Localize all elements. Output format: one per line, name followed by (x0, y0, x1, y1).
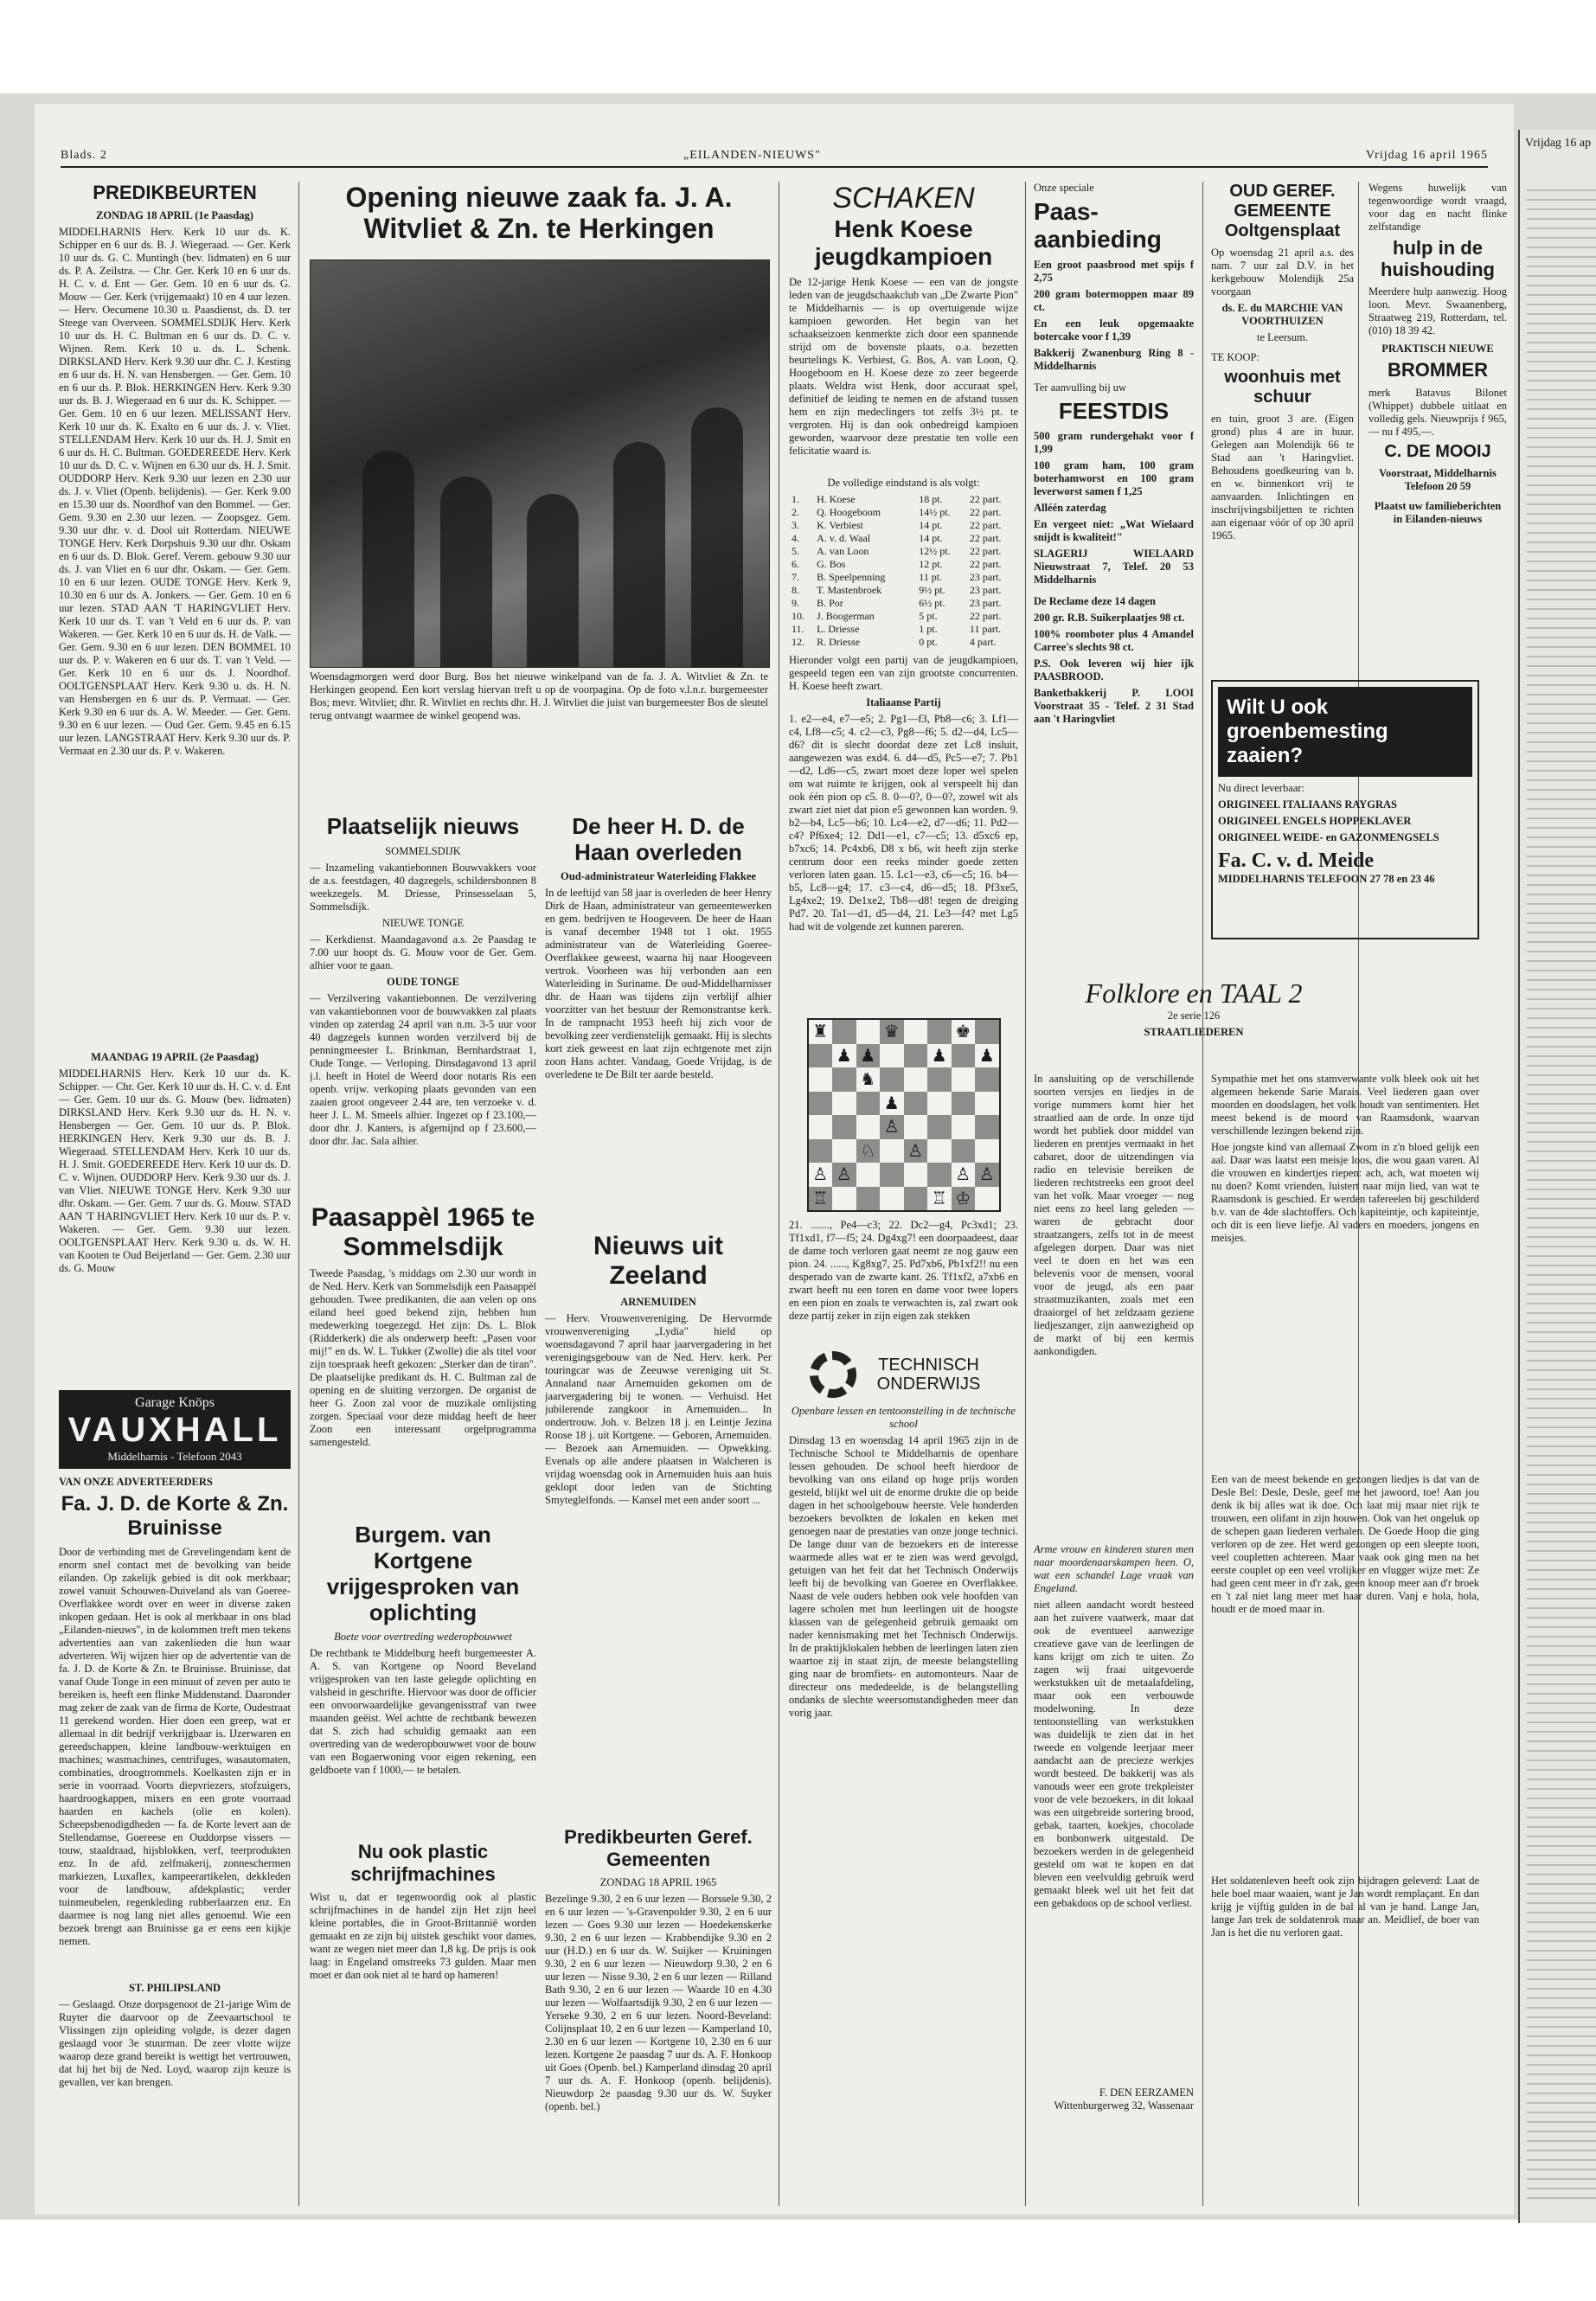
standings-row (789, 506, 1018, 519)
folklore-signature: F. DEN EERZAMEN Wittenburgerweg 32, Wassenaar (1054, 2086, 1194, 2112)
column-predikbeurten (59, 182, 291, 2206)
standings-cell: 11 pt. (919, 571, 943, 583)
local-sub-sommelsdijk: SOMMELSDIJK (385, 845, 461, 857)
standings-cell: 23 part. (969, 584, 1002, 596)
chess-diagram (807, 1018, 1001, 1212)
chess-square: ♙ (904, 1139, 928, 1163)
standings-row (789, 558, 1018, 571)
folklore-right-1: Sympathie met het ons stamverwante volk bleek ook uit het algemeen bekende Sarie Marais. Veel liederen gaan over moorden en doodslagen, het volk houdt van sentimenten. Het meest bekend is de moord van Raamsdonk, waarvan verschillende lezingen bekend zijn. (1211, 1073, 1479, 1137)
standings-cell: A. van Loon (817, 545, 869, 557)
chess-title: Henk Koese jeugdkampioen (814, 215, 993, 270)
standings-cell: 9½ pt. (919, 584, 945, 596)
chess-text-2: Hieronder volgt een partij van de jeugdkampioen, gespeeld tegen een van zijn grootste concurrenten. H. Koese heeft zwart. (789, 654, 1018, 692)
chess-square (832, 1139, 856, 1163)
zeeland-subtitle: ARNEMUIDEN (620, 1296, 696, 1308)
ad-line: Bakkerij Zwanenburg Ring 8 - Middelharnis (1034, 347, 1194, 372)
ooltgen-title: OUD GEREF. GEMEENTE Ooltgensplaat (1224, 182, 1341, 240)
standings-cell: J. Boogerman (817, 610, 875, 622)
geref-text: Bezelinge 9.30, 2 en 6 uur lezen — Borssele 9.30, 2 en 6 uur lezen — 's-Gravenpolder 9.30, 2 en 6 uur lezen — Goes 9.30 uur lezen — Hoedekenskerke 9.30, 2 en 6 uur lezen — Krabbendijke 9.30 en 2 uur (H.D.) en 6 uur ds. W. Suijker — Kruiningen 9.30, 2 en 6 uur lezen — Nieuwdorp 9.30, 2 en 6 uur lezen — Nisse 9.30, 2 en 6 uur lezen — Rilland Bath 9.30, 2 en 6 uur lezen — Waarde 10 en 4.30 uur lezen — Wolfaartsdijk 9.30, 2 en 6 uur lezen — Yerseke 9.30, 2 en 6 uur lezen. Noord-Beveland: Colijnsplaat 10, 2 en 6 uur lezen — Kamperland 10, 2.30 en 6 uur lezen — Kortgene 10, 2.30 en 6 uur lezen. Kortgene 2e paasdag 7 uur ds. A. F. Honkoop uit Goes (Openb. bel.) Kamperland dinsdag 20 april 7 uur ds. A. F. Honkoop (openb. belijdenis). Nieuwdorp 2e paasdag 9.30 uur ds. W. Suyker (openb. bel.) (545, 1893, 772, 2112)
standings-row (789, 610, 1018, 623)
ad-line: Banketbakkerij P. LOOI Voorstraat 35 - Telef. 2 31 Stad aan 't Haringvliet (1034, 687, 1194, 725)
kortgene-text: De rechtbank te Middelburg heeft burgemeester A. A. S. van Kortgene op Noord Beveland vrijgesproken van ten laste gelegde oplichting en valsheid in geschrifte. Hiervoor was door de officier een onvoorwaardelijke gevangenisstraf van twee maanden geëist. Wel achtte de rechtbank bewezen dat S. zich had schuldig gemaakt aan een overtreding van de wederopbouwwet voor de bouw van een Bogaerwoning voor eigen rekening, een geldboete van f 1000,— te betalen. (310, 1647, 536, 1776)
philipsland-heading: ST. PHILIPSLAND (128, 1982, 221, 1994)
ad-line: En vergeet niet: „Wat Wielaard snijdt is kwaliteit!" (1034, 518, 1194, 543)
ooltgen-tail: te Leersum. (1256, 331, 1308, 343)
brommer-title: BROMMER (1387, 359, 1489, 381)
witvliet-caption: Woensdagmorgen werd door Burg. Bos het nieuwe winkelpand van de fa. J. A. Witvliet & Zn. te Herkingen geopend. Een kort verslag hiervan treft u op de voorpagina. Op de foto v.l.n.r. burgemeester Bos; mevr. Witvliet; dhr. R. Witvliet en rechts dhr. H. J. Witvliet die juist van burgemeester Bos de sleutel terug ontvangt waarmee de winkel geopend was. (310, 670, 768, 721)
advertisers-heading: VAN ONZE ADVERTEERDERS (59, 1476, 213, 1488)
koop-label: TE KOOP: (1211, 351, 1259, 363)
chess-square: ♙ (975, 1163, 999, 1187)
chess-text: De 12-jarige Henk Koese — een van de jongste leden van de jeugdschaakclub van „De Zwarte Pion" te Middelharnis — is op overtuigende wijze kampioen geworden. Het begin van het schaakseizoen kenmerkte zich door een spannende strijd om de bovenste plaats, o.a. bezetten beurtelings K. Verbiest, G. Bos, A. van Loon, Q. Hoogeboom en H. Koese deze zo zeer begeerde plaats. Weldra wist Henk, door accuraat spel, definitief de leiding te nemen en de afstand tussen hem en zijn medeclingers tot zelfs 3½ pt. te vergroten. Hij is dan ook onbedreigd kampioen geworden, waarvoor deze prestatie ten volle een felicitatie waard is. (789, 276, 1018, 457)
local-sub-nieuwe-tonge: NIEUWE TONGE (381, 917, 465, 929)
groen-title: Wilt U ook groenbemesting zaaien? (1227, 695, 1388, 767)
folklore-title: Folklore en TAAL 2 (1085, 977, 1303, 1009)
chess-square (975, 1092, 999, 1116)
sunday-heading: ZONDAG 18 APRIL (1e Paasdag) (96, 209, 253, 221)
ad-line: 500 gram rundergehakt voor f 1,99 (1034, 430, 1194, 455)
chess-square (927, 1139, 952, 1163)
standings-row (789, 584, 1018, 597)
paas-ad-items (1034, 259, 1194, 373)
sunday-services: MIDDELHARNIS Herv. Kerk 10 uur ds. K. Schipper en 6 uur ds. B. J. Wiegeraad. — Ger. Kerk 10 uur ds. G. C. Muntingh (bev. lidmaten) en 6 uur ds. P. A. Zeilstra. — Chr. Ger. Kerk 10 en 6 uur ds. H. C. v. d. Ent — Ger. Gem. 10 en 6 uur ds. G. Mouw — Ger. Kerk (vrijgemaakt) 10 en 4 uur lezen. — Herv. Oecumene 10.30 u. Paasdienst, ds. D. ter Steege van Overveen. SOMMELSDIJK Herv. Kerk 10 uur ds. H. C. Bultman en 6 uur ds. D. C. v. Wijnen. Rem. Kerk 10 u. ds. L. Schenk. DIRKSLAND Herv. Kerk 9.30 uur dhr. C. J. Kesting en 6 uur ds. H. N. van Hensbergen. — Ger. Gem. 10 en 6 uur ds. P. Blok. HERKINGEN Herv. Kerk 9.30 uur ds. B. J. Wiegeraad en 6 uur ds. K. Schipper. — Ger. Gem. 10 en 6 uur lezen. MELISSANT Herv. Kerk 10 uur ds. K. Exalto en 6 uur ds. J. v. Vliet. STELLENDAM Herv. Kerk 10 uur ds. H. J. Smit en 6 uur ds. H. C. Bultman. GOEDEREEDE Herv. Kerk 10 uur ds. D. C. v. Wijnen en 6.30 uur ds. H. J. Smit. OUDDORP Herv. Kerk 9.30 uur lezen en 2.30 uur ds. J. v. Vliet (Openb. belijdenis). — Ger. Kerk 9.00 en 15.30 uur ds. Noordhof van den Bommel. — Ger. Gem. 9.30 en 2.30 uur lezen. — Zoopsgez. Gem. 9.30 uur dhr. v. d. Dool uit Rotterdam. NIEUWE TONGE Herv. Kerk Dorpshuis 9.30 uur dhr. Oskam en 6 uur ds. D. Blok. Geref. Verem. gebouw 9.30 uur ds. J. van Vliet en 6 uur dhr. Oskam. — Ger. Gem. 10 en 6 uur lezen. OUDE TONGE Herv. Kerk 9, 10.30 en 6 uur ds. A. Jonkers. — Ger. Gem. 10 en 6 uur lezen. STAD AAN 'T HARINGVLIET Herv. Kerk 10 uur ds. T. van 't Veld en 6 uur ds. P. van Wakeren. — Ger. Kerk 10 en 6 uur ds. H. de Valk. — Ger. Gem. 9.30 en 6 uur lezen. DEN BOMMEL 10 uur ds. P. v. Wakeren en 6 uur ds. T. van 't Veld. — Ger. Kerk 10 en 6 uur ds. J. Noordhof. OOLTGENSPLAAT Herv. Kerk 9.30 u. ds. H. N. van Hensbergen en 6 uur ds. P. Vermaat. — Ger. Kerk 9.30 en 6 uur ds. A. W. Meeder. — Ger. Gem. 9.30 en 6 uur lezen. — Oud Ger. Gem. 9.45 en 6.15 uur lezen. LANGSTRAAT Herv. Kerk 9.30 uur ds. P. Vermaat en 2.30 uur ds. P. v. Wakeren. (59, 226, 291, 757)
chess-square (927, 1020, 952, 1044)
haan-subtitle: Oud-administrateur Waterleiding Flakkee (561, 870, 756, 882)
chess-square (952, 1092, 976, 1116)
standings-cell: 22 part. (969, 545, 1002, 557)
standings-cell: 23 part. (969, 597, 1002, 609)
standings-cell: 11. (792, 623, 804, 635)
folklore-poem: Arme vrouw en kinderen sturen men naar moordenaarskampen heen. O, wat een schandel Lage vraak van Engeland. (1034, 1543, 1194, 1594)
standings-row (789, 493, 1018, 506)
standings-cell: 6½ pt. (919, 597, 945, 609)
ad-line: Alléén zaterdag (1034, 502, 1106, 514)
masthead: „EILANDEN-NIEUWS" (683, 149, 821, 162)
chess-square: ♟ (856, 1044, 881, 1068)
column-local-news (310, 813, 536, 2206)
to-text: Dinsdag 13 en woensdag 14 april 1965 zijn in de Technische School te Middelharnis de openbare lessen gehouden. De school heeft hierdoor de bevolking van ons eiland op hoge prijs worden gesteld, blijkt wel uit de enorme drukte die op beide dagen in het schoolgebouw heerste. Vele honderden bezoekers bevolkten de lokalen en keken met genoegen naar de prestaties van onze jonge technici. De lange duur van de bezoekers en de interesse waarmede alles wat er te zien was werd gevolgd, getuigen van het feit dat het Technisch Onderwijs leeft bij de bevolking van Goeree en Overflakkee. Naast de vele ouders hebben ook vele hoofden van lagere scholen met hun leerlingen uit de hoogste klassen van de gelegenheid gebruik gemaakt om nader kennismaking met het Technisch Onderwijs. In de praktijklokalen hebben de leerlingen laten zien waartoe zij in staat zijn, de meeste belangstelling ging naar de bromfiets- en automonteurs. Naar de directeur ons mededeelde, is de belangstelling ondanks de slechte weersomstandigheden meer dan vorig jaar. (789, 1434, 1018, 1719)
chess-section-head: SCHAKEN (832, 182, 975, 215)
standings-cell: L. Driesse (817, 623, 860, 635)
chess-square (975, 1067, 999, 1092)
feest-ad-items (1034, 430, 1194, 586)
standings-cell: 6. (792, 558, 799, 570)
mooij-address: Voorstraat, Middelharnis Telefoon 20 59 (1379, 467, 1497, 492)
chess-square (809, 1067, 833, 1092)
koop-text: en tuin, groot 3 are. (Eigen grond) plus 4 are in huur. Gelegen aan Molendijk 66 te Stad aan 't Haringvliet. Behoudens goedkeuring van b. en w. binnenkort vrij te aanvaarden. Inlichtingen en inschrijvingsbiljetten te richten aan eigenaar vóór of op 30 april 1965. (1211, 413, 1354, 542)
chess-square: ♟ (880, 1092, 904, 1116)
vauxhall-address: Middelharnis - Telefoon 2043 (107, 1450, 242, 1463)
chess-square (927, 1115, 952, 1139)
kortgene-subtitle: Boete voor overtreding wederopbouwwet (334, 1631, 512, 1643)
chess-square (880, 1067, 904, 1092)
to-logo-text: TECHNISCH ONDERWIJS (876, 1356, 981, 1394)
column-ads-right (1211, 182, 1354, 701)
header-rule (61, 166, 1488, 168)
chess-square (927, 1067, 952, 1092)
chess-square (809, 1092, 833, 1116)
vauxhall-brand: VAUXHALL (67, 1411, 282, 1449)
chess-square (880, 1163, 904, 1187)
haan-title: De heer H. D. de Haan overleden (572, 813, 745, 865)
standings-row (789, 519, 1018, 532)
plastic-text: Wist u, dat er tegenwoordig ook al plastic schrijfmachines in de handel zijn Het zijn heel kleine portables, die in Groot-Brittannië worden gemaakt en ze zijn bij uitstek geschikt voor dames, want ze wegen niet meer dan 1,8 kg. De prijs is ook laag: in Engeland omstreeks 73 gulden. Maar men moet er dan ook niet al te hard op hameren! (310, 1891, 536, 1981)
standings-cell: B. Speelpenning (817, 571, 886, 583)
technisch-onderwijs-logo (789, 1351, 1018, 1398)
standings-cell: H. Koese (817, 493, 856, 505)
chess-square (880, 1187, 904, 1211)
standings-cell: 22 part. (969, 558, 1002, 570)
mooij-title: C. DE MOOIJ (1384, 442, 1491, 461)
standings-cell: 22 part. (969, 506, 1002, 518)
geref-title: Predikbeurten Geref. Gemeenten (564, 1826, 753, 1870)
ad-line: De Reclame deze 14 dagen (1034, 595, 1156, 607)
chess-square: ♘ (856, 1139, 881, 1163)
chess-square: ♞ (856, 1067, 881, 1092)
chess-square: ♟ (832, 1044, 856, 1068)
ad-line: 100 gram ham, 100 gram boterhamworst en 100 gram leverworst samen f 1,25 (1034, 459, 1194, 497)
kortgene-title: Burgem. van Kortgene vrijgesproken van oplichting (326, 1522, 520, 1625)
chess-square (832, 1067, 856, 1092)
chess-square (809, 1139, 833, 1163)
adjacent-page-text (1527, 182, 1596, 2206)
issue-date: Vrijdag 16 april 1965 (1365, 149, 1488, 162)
chess-square (856, 1187, 881, 1211)
monday-heading: MAANDAG 19 APRIL (2e Paasdag) (91, 1051, 259, 1063)
chess-square (856, 1020, 881, 1044)
zeeland-text: — Herv. Vrouwenvereniging. De Hervormde vrouwenvereniging „Lydia" hield op woensdagavond 7 april haar jaarvergadering in het verenigingsgebouw van de Ned. Herv. kerk. Per touringcar was de Zeeuwse vereniging uit St. Annaland naar Arnemuiden gekomen om de jaarvergadering bij te wonen. — Verhuisd. Het jubilerende zangkoor in Arnemuiden... In ondertrouw. Joh. v. Belzen 18 j. en Leintje Jezina Roose 18 j. uit Kortgene. — Geboren, Arnemuiden. — Bezoek aan Arnemuiden. — Opwekking. Evenals op alle andere plaatsen in Walcheren is vrijdag woensdag ook in Arnemuiden huis aan huis geklopt door leden van de Stichting Smyteglelfonds. — Kansel met een ander soort ... (545, 1312, 772, 1506)
cog-icon (810, 1351, 856, 1398)
de-korte-text: Door de verbinding met de Grevelingendam kent de enorm snel contact met de bevolking van beide eilanden. Op zakelijk gebied is dit ook merkbaar; zowel vanuit Schouwen-Duiveland als van Goeree-Overflakkee wordt over en weer in diverse zaken inkopen gedaan. Het is ook al merkbaar in ons blad „Eilanden-nieuws", in de kolommen treft men tekens advertenties aan van zakenlieden die hun waar adverteren. Wij wijzen hier op de advertentie van de fa. J. D. de Korte & Zn. te Bruinisse. Bruinisse, dat vanaf Oude Tonge in een minuut of zeven per auto te bereiken is, heeft een flinke Middenstand. Daaronder mag zeker de zaak van de firma de Korte, Oudestraat 11 gerekend worden. Hier doen een greep, wat er allemaal in dit bedrijf verkrijgbaar is. IJzerwaren en gereedschappen, kleine landbouw-werktuigen en machines; wasmachines, centrifuges, wasautomaten, combinaties, droogtrommels. Koelkasten zijn er in serie in voorraad. Voorts diepvriezers, stofzuigers, haardroogkappen, mixers en een grote voorraad haarden en kachels (olie en kolen). Scheepsbenodigdheden — fa. de Korte levert aan de Stellendamse, Goereese en Ouddorpse vissers — touw, staaldraad, hijsblokken, verf, teerprodukten enz. In de afd. zelfmakerij, zonneschermen markiezen, Luxaflex, kampeerartikelen, dekkleden voor de landbouw, afdekplastic; verder tuinmeubelen, regenkleding rubberlaarzen enz. En daarmee is nog lang niet alles genoemd. Wie een bezoek brengt aan Bruinisse ga er eens een kijkje nemen. (59, 1546, 291, 1947)
witvliet-caption-box (310, 670, 768, 792)
folklore-soldaten: Het soldatenleven heeft ook zijn bijdragen geleverd: Laat de hele boel maar waaien, want je Jan wordt remplaçant. En dan krijg je vijftig gulden in de bal al van je hand. Lange Jan, lange Jan trek de soldatenrok maar an. Meidlief, de boer van Jan is het die nu verloren gaat. (1211, 1875, 1479, 1939)
standings-cell: 3. (792, 519, 799, 531)
chess-square (904, 1092, 928, 1116)
chess-square (904, 1020, 928, 1044)
chess-square: ♜ (809, 1020, 833, 1044)
chess-square (904, 1187, 928, 1211)
hulp-title: hulp in de huishouding (1381, 237, 1495, 280)
standings-cell: 1 pt. (919, 623, 938, 635)
ad-line: 200 gram botermoppen maar 89 ct. (1034, 288, 1194, 313)
standings-cell: 18 pt. (919, 493, 943, 505)
chess-square (927, 1163, 952, 1187)
ad-line: En een leuk opgemaakte botercake voor f 1,39 (1034, 317, 1194, 343)
chess-square (880, 1139, 904, 1163)
chess-square (856, 1092, 881, 1116)
witvliet-photo (310, 260, 770, 668)
chess-square: ♚ (952, 1020, 976, 1044)
groen-subtitle: Nu direct leverbaar: (1218, 782, 1304, 794)
standings-row (789, 545, 1018, 558)
to-subtitle: Openbare lessen en tentoonstelling in de technische school (791, 1405, 1016, 1430)
column-schaken (789, 182, 1018, 2206)
chess-square (856, 1115, 881, 1139)
column-folklore-right (1211, 1073, 1479, 2206)
standings-row (789, 571, 1018, 584)
chess-square: ♛ (880, 1020, 904, 1044)
newspaper-page (35, 104, 1514, 2214)
chess-square (927, 1092, 952, 1116)
chess-square: ♙ (832, 1163, 856, 1187)
column-rule (1025, 182, 1026, 2206)
local-text-1: — Inzameling vakantiebonnen Bouwvakkers voor de a.s. feestdagen, 40 dagzegels, schildersbonnen 8 weekzegels. M. Driesse, Prinsesselaan 5, Sommelsdijk. (310, 862, 536, 913)
standings-row (789, 636, 1018, 649)
feest-ad-small: Ter aanvulling bij uw (1034, 381, 1127, 394)
koop-title: woonhuis met schuur (1224, 368, 1341, 407)
opening-name: Italiaanse Partij (866, 696, 941, 708)
page-number: Blads. 2 (61, 149, 107, 162)
standings-cell: 12 pt. (919, 558, 943, 570)
diagram-notes: 21. ......., Pe4—c3; 22. Dc2—g4, Pc3xd1; 23. Tf1xd1, f7—f5; 24. Dg4xg7! een doorpaadeest, daar de dame toch verloren gaat neemt ze nog gauw een pion. 24. ......, Kg8xg7, 25. Pd7xb6, Pb1xf2!! nu een desperado van de zwarte kant. 26. Tf1xf2, a7xb6 en zwart heeft nu een toren en dame voor twee lopers en een pion en zoals te verwachten is, zal zwart ook deze partij zeker in zijn eigen zak stekken (789, 1219, 1018, 1322)
paas-ad-title: Paas-aanbieding (1034, 198, 1162, 253)
standings-cell: R. Driesse (817, 636, 861, 648)
standings-cell: A. v. d. Waal (817, 532, 871, 544)
paasappel-text: Tweede Paasdag, 's middags om 2.30 uur wordt in de Ned. Herv. Kerk van Sommelsdijk een Paasappèl gehouden. Twee predikanten, die aan velen op ons eiland heel goed bekend zijn, hebben hun medewerking toegezegd. Het zijn: Ds. L. Blok (Ridderkerk) die als onderwerp heeft: „Pasen voor mij!" en ds. W. L. Tukker (Zwolle) die als titel voor zijn toespraak heeft gekozen: „Sterker dan de tiran". De plaatselijke predikant ds. H. C. Bultman zal de opening en de sluiting verzorgen. De organist de heer G. Zoon zal voor de muzikale omlijsting zorgen. Speciaal voor deze middag heeft de heer Zoon een interessant orgelprogramma samengesteld. (310, 1267, 536, 1448)
standings-cell: G. Bos (817, 558, 846, 570)
standings-row (789, 532, 1018, 545)
chess-square: ♔ (952, 1187, 976, 1211)
ad-line: P.S. Ook leveren wij hier ijk PAASBROOD. (1034, 657, 1194, 683)
chess-square (952, 1139, 976, 1163)
local-text-2: — Kerkdienst. Maandagavond a.s. 2e Paasdag te 7.00 uur hoopt ds. G. Mouw voor de Ger. Gem. alhier voor te gaan. (310, 933, 536, 971)
geref-date: ZONDAG 18 APRIL 1965 (599, 1876, 717, 1888)
ooltgen-name: ds. E. du MARCHIE VAN VOORTHUIZEN (1221, 302, 1343, 327)
chess-square (880, 1044, 904, 1068)
groen-address: MIDDELHARNIS TELEFOON 27 78 en 23 46 (1218, 873, 1435, 885)
chess-moves: 1. e2—e4, e7—e5; 2. Pg1—f3, Pb8—c6; 3. Lf1—c4, Lf8—c5; 4. c2—c3, Pg8—f6; 5. d2—d4, Lc5—d6? dit is slecht doordat deze zet Lc8 insluit, aangewezen was exd4. 6. d4—d5, Pc5—e7; 7. Pb1—d2, Ld6—c5, zwart moet deze loper wel spelen om wat ruimte te krijgen, ook al verspeelt hij dan ook één pion op c5. 8. 0—0?, 0—0?, zowel wit als zwart ziet niet dat pion e5 gewonnen kan worden. 9. b2—b4, Lc5—b6; 10. Lc4—e2, d7—d6; 11. Pd2—c4? Pf6xe4; 12. Dd1—e1, c7—c5; 13. d5xc6 ep, b7xc6; 14. Pc4xb6, D8 x b6, wit heeft zijn sterke centrum door een reeks minder goede zetten verloren laten gaan. 15. Lc1—e3, c6—c5; 16. b4—b5, Lc8—g4; 17. c3—c4, d6—d5; 18. Pf3xe5, Lg4xe2; 19. De1xe2, Tb8—d8! tegen de dreiging Pd7. 20. Ta1—d1, d5—d4, 21. Le3—f4? met Lg5 had wit de volgende zet kunnen pareren. (789, 713, 1018, 933)
ad-line: Een groot paasbrood met spijs f 2,75 (1034, 259, 1194, 284)
standings-cell: B. Por (817, 597, 843, 609)
vauxhall-garage: Garage Knöps (135, 1395, 215, 1410)
standings-cell: 22 part. (969, 519, 1002, 531)
chess-square (832, 1187, 856, 1211)
chess-square (975, 1020, 999, 1044)
standings-row (789, 597, 1018, 610)
standings-cell: 11 part. (969, 623, 1002, 635)
de-korte-title: Fa. J. D. de Korte & Zn. Bruinisse (61, 1492, 289, 1540)
groen-header (1218, 687, 1472, 777)
standings-cell: 5. (792, 545, 799, 557)
adjacent-page-header: Vrijdag 16 ap (1525, 137, 1592, 150)
standings-cell: 23 part. (969, 571, 1002, 583)
standings-cell: 12. (792, 636, 804, 648)
standings-cell: 12½ pt. (919, 545, 951, 557)
standings-cell: 2. (792, 506, 799, 518)
standings-cell: Q. Hoogeboom (817, 506, 881, 518)
monday-services: MIDDELHARNIS Herv. Kerk 10 uur ds. K. Schipper. — Chr. Ger. Kerk 10 uur ds. H. C. v. d. Ent — Ger. Gem. 10 uur ds. G. Mouw (bev. lidmaten) DIRKSLAND Herv. Kerk 9.30 uur ds. H. N. v. Hensbergen — Ger. Gem. 10 uur ds. P. Blok. HERKINGEN Herv. Kerk 9.30 uur ds. B. J. Wiegeraad. STELLENDAM Herv. Kerk 10 uur ds. H. J. Smit. GOEDEREEDE Herv. Kerk 10 uur ds. D. C. v. Wijnen. OUDDORP Herv. Kerk 9.30 uur ds. J. van Vliet. NIEUWE TONGE Herv. Kerk 9.30 uur dhr. Oskam. — Ger. Gem. 7 uur ds. G. Mouw. STAD AAN 'T HARINGVLIET Herv. Kerk 10 uur ds. P. v. Wakeren. — Ger. Gem. 9.30 uur lezen. OOLTGENSPLAAT Herv. Kerk 9.30 u. ds. W. H. van Kooten te Oud Beijerland — Ger. Gem. 2.30 uur ds. G. Mouw (59, 1067, 291, 1274)
standings-cell: 22 part. (969, 493, 1002, 505)
chess-square: ♙ (880, 1115, 904, 1139)
chess-square (832, 1115, 856, 1139)
standings-cell: 8. (792, 584, 799, 596)
brommer-label: PRAKTISCH NIEUWE (1381, 343, 1494, 355)
folklore-text-2: niet alleen aandacht wordt besteed aan het zuivere vaatwerk, maar dat ook de eventueel aanwezige creatieve gave van de leerlingen de kans krijgt om zich te uiten. Zo zagen wij fraai uitgevoerde werkstukken uit de metaalafdeling, maar ook een verbouwde modelwoning. In deze tentoonstelling van werkstukken was duidelijk te zien dat in het tweede en volgende leerjaar meer aandacht aan de precieze werkjes wordt besteed. De bakkerij was als vanouds weer een grote trekpleister voor de vele bezoekers, in dit lokaal was een uitgebreide sortering brood, gebak, taarten, koekjes, chocolade en bonbonwerk uitgestald. De bezoekers werden in de gelegenheid gesteld om wat te kopen en dat bleven een veelvuldig gebruik werd gemaakt bleek wel uit het feit dat een gebakdoos op de school verliest. (1034, 1599, 1194, 1909)
chess-square (975, 1187, 999, 1211)
chess-square (856, 1163, 881, 1187)
brommer-text: merk Batavus Bilonet (Whippet) dubbele uitlaat en volledig gels. Nieuwprijs f 965,— nu f 495,—. (1368, 387, 1507, 438)
feest-ad-title: FEESTDIS (1058, 398, 1170, 424)
standings-cell: 7. (792, 571, 799, 583)
standings-row (789, 623, 1018, 636)
column-haan-zeeland (545, 813, 772, 2206)
column-ads-mid (1034, 182, 1194, 960)
groen-firm: Fa. C. v. d. Meide (1218, 849, 1374, 872)
ad-line: ORIGINEEL ITALIAANS RAYGRAS (1218, 798, 1398, 811)
chess-square: ♙ (952, 1163, 976, 1187)
groen-items (1218, 798, 1472, 844)
paas-ad-small: Onze speciale (1034, 182, 1094, 194)
column-rule (298, 182, 299, 2206)
standings-cell: K. Verbiest (817, 519, 863, 531)
witvliet-title: Opening nieuwe zaak fa. J. A. Witvliet & Zn. te Herkingen (345, 182, 733, 244)
chess-square (904, 1115, 928, 1139)
folklore-verse: Hoe jongste kind van allemaal Zwom in z'n bloed gelijk een aal. Daar was laatst een meisje loos, die wou gaan varen. Al die vrouwen en kindertjes riepen: ach, ach, wat moeten wij nu doen? Komt vrienden, luistert naar mijn lied, van wat te Raamsdonk is geschied. Er werden tafereelen bij geschilderd b.v. van de 4de slachtoffers. Och kapiteintje, och kapiteintje, och dit is een lieve liefje. Al vaders en moeders, jongens en meisjes. (1211, 1141, 1479, 1244)
chess-square (952, 1044, 976, 1068)
ooltgen-text: Op woensdag 21 april a.s. des nam. 7 uur zal D.V. in het kerkgebouw Molendijk 25a voorgaan (1211, 247, 1354, 298)
family-notice: Plaatst uw familieberichten in Eilanden-nieuws (1374, 500, 1502, 525)
standings-cell: 4. (792, 532, 799, 544)
standings-cell: 4 part. (969, 636, 997, 648)
standings-cell: 10. (792, 610, 804, 622)
folklore-text: In aansluiting op de verschillende soorten versjes en liedjes in de vorige nummers komt hier het straatlied aan de orde. In onze tijd wordt het publiek door middel van liederen en prentjes vermaakt in het cabaret, door de uitzendingen via radio en televisie bereiken de liederen rechtstreeks een groot deel van het volk. Maar vroeger — nog niet eens zo heel lang geleden — waren de gebracht door straatzangers, zelfs tot in de meest afgelegen dorpen. Daar was niet veel te doen en het was een belevenis voor de mensen, vooral voor de jeugd, als een paar straatmuzikanten, zoals met een draaiorgel of het zeldzaam geziene liedjeszanger, zijn aanwezigheid op de markt of bij een kermis aankondigden. (1034, 1073, 1194, 1357)
haan-text: In de leeftijd van 58 jaar is overleden de heer Henry Dirk de Haan, administrateur van gemeentewerken en gem. bedrijven te Hoogeveen. De heer de Haan is vanaf december 1948 tot 1 okt. 1955 administrateur van de Waterleiding Goeree-Overflakkee geweest, waarna hij naar Hoogeveen vertrok. Voorheen was hij verbonden aan een Waterleiding in Suriname. De oud-Middelharnisser dhr. de Haan was tijdens zijn verblijf alhier voorzitter van het bestuur der Remonstrantse kerk. In de rampnacht 1953 heeft hij zich voor de bevolking zeer verdienstelijk gemaakt. Hij is slechts kort ziek geweest en laat zijn echtgenote met zijn zoon Hans achter. Vandaag, Goede Vrijdag, is de overledene te De Bilt ter aarde besteld. (545, 887, 772, 1080)
ad-line: 100% roomboter plus 4 Amandel Carree's slechts 98 ct. (1034, 628, 1194, 653)
chess-square: ♟ (927, 1044, 952, 1068)
chess-square (975, 1139, 999, 1163)
chess-square (809, 1115, 833, 1139)
ad-line: ORIGINEEL WEIDE- en GAZONMENGSELS (1218, 831, 1439, 843)
chess-square (832, 1020, 856, 1044)
local-sub-oude-tonge: OUDE TONGE (387, 976, 459, 988)
chess-square: ♖ (927, 1187, 952, 1211)
hulp-text: Meerdere hulp aanwezig. Hoog loon. Mevr. Swaanenberg, Straatweg 219, Rotterdam, tel. (010) 18 39 42. (1368, 285, 1507, 336)
folklore-subtitle: STRAATLIEDEREN (1144, 1026, 1244, 1038)
standings-cell: 1. (792, 493, 799, 505)
groenbemesting-ad (1211, 680, 1479, 939)
chess-square (832, 1092, 856, 1116)
adjacent-page-edge (1518, 130, 1596, 2223)
ad-line: ORIGINEEL ENGELS HOPPEKLAVER (1218, 815, 1412, 827)
folklore-right-2: Een van de meest bekende en gezongen liedjes is dat van de Desle Bel: Desle, Desle, geef me het jawoord, toe! Aan jou denk ik bij alles wat ik doe. Och laat mij maar niet rijk te trouwen, een olifant in zijn houwen. Ook van het ongeluk op de schepen gaan liederen verhalen. De Goede Hoop die ging verloren op de zee. Het werd gezongen op een sleepte toon, veel coupletten achtereen. Maar vaak ook ging men na het eerste couplet op een veel vrolijker en vlugger wijze met: Ze had geen cent meer in d'r zak, geen knoop meer aan d'r broek en 't zal niet lang meer met haar duren. Vanj e hola, hola, houdt er de moed maar in. (1211, 1473, 1479, 1615)
column-ads-edge (1368, 182, 1507, 666)
zeeland-title: Nieuws uit Zeeland (593, 1232, 723, 1290)
ad-line: SLAGERIJ WIELAARD Nieuwstraat 7, Telef. 20 53 Middelharnis (1034, 548, 1194, 586)
standings-cell: 0 pt. (919, 636, 938, 648)
chess-square (975, 1115, 999, 1139)
standings-cell: 9. (792, 597, 799, 609)
local-text-3: — Verzilvering vakantiebonnen. De verzilvering van vakantiebonnen voor de bouwvakken zal plaats vinden op zaterdag 24 april van n.m. 3-5 uur voor 40 dagzegels kunnen worden verzilverd bij de penningmeester L. Brinkman, Bernhardstraat 1, Oude Tonge. — Verloping. Dinsdagavond 13 april j.l. heeft in Hotel de Weerd door notaris Ris een openb. vrijw. verkoping plaats gevonden van een zaaien groot ongeveer 2.44 are, ten verzoeke v. d. heer J. L. M. Smeels alhier. Ingezet op f 23.100,— door dhr. J. Kanters, is afgemijnd op f 23.600,— door dhr. Jac. Sala alhier. (310, 992, 536, 1147)
huwelijk-text: Wegens huwelijk van tegenwoordige wordt vraagd, voor dag en nacht flinke zelfstandige (1368, 182, 1507, 233)
standings-cell: 14 pt. (919, 519, 943, 531)
standings-cell: 5 pt. (919, 610, 938, 622)
column-folklore-left (1034, 1073, 1194, 2206)
chess-square (904, 1163, 928, 1187)
chess-square: ♟ (975, 1044, 999, 1068)
standings-cell: 14½ pt. (919, 506, 951, 518)
standings-cell: T. Mastenbroek (817, 584, 882, 596)
philipsland-text: — Geslaagd. Onze dorpsgenoot de 21-jarige Wim de Ruyter die daarvoor op de Zeevaartschool te Vlissingen zijn opleiding volgde, is dezer dagen geslaagd voor 3e stuurman. De zeer vlotte wijze waarop deze grand bereikt is wettigt het vertrouwen, dat hij het bij de Ned. Loyd, waarop zijn keuze is gevallen, ver kan brengen. (59, 1998, 291, 2088)
predikbeurten-title: PREDIKBEURTEN (93, 182, 257, 203)
chess-square (809, 1044, 833, 1068)
standings-intro: De volledige eindstand is als volgt: (827, 477, 980, 489)
standings-cell: 22 part. (969, 610, 1002, 622)
chess-square: ♖ (809, 1187, 833, 1211)
chess-square (904, 1067, 928, 1092)
folklore-series: 2e serie 126 (1167, 1009, 1221, 1022)
standings-cell: 22 part. (969, 532, 1002, 544)
looi-ad-items (1034, 595, 1194, 726)
chess-square (952, 1115, 976, 1139)
standings-table (789, 493, 1018, 649)
local-news-title: Plaatselijk nieuws (326, 813, 520, 839)
chess-square (952, 1067, 976, 1092)
standings-cell: 14 pt. (919, 532, 943, 544)
chess-square (904, 1044, 928, 1068)
paasappel-title: Paasappèl 1965 te Sommelsdijk (311, 1203, 535, 1261)
vauxhall-ad (59, 1390, 291, 1469)
plastic-title: Nu ook plastic schrijfmachines (350, 1841, 496, 1885)
chess-square: ♙ (809, 1163, 833, 1187)
column-rule (1202, 182, 1203, 2206)
ad-line: 200 gr. R.B. Suikerplaatjes 98 ct. (1034, 612, 1185, 624)
